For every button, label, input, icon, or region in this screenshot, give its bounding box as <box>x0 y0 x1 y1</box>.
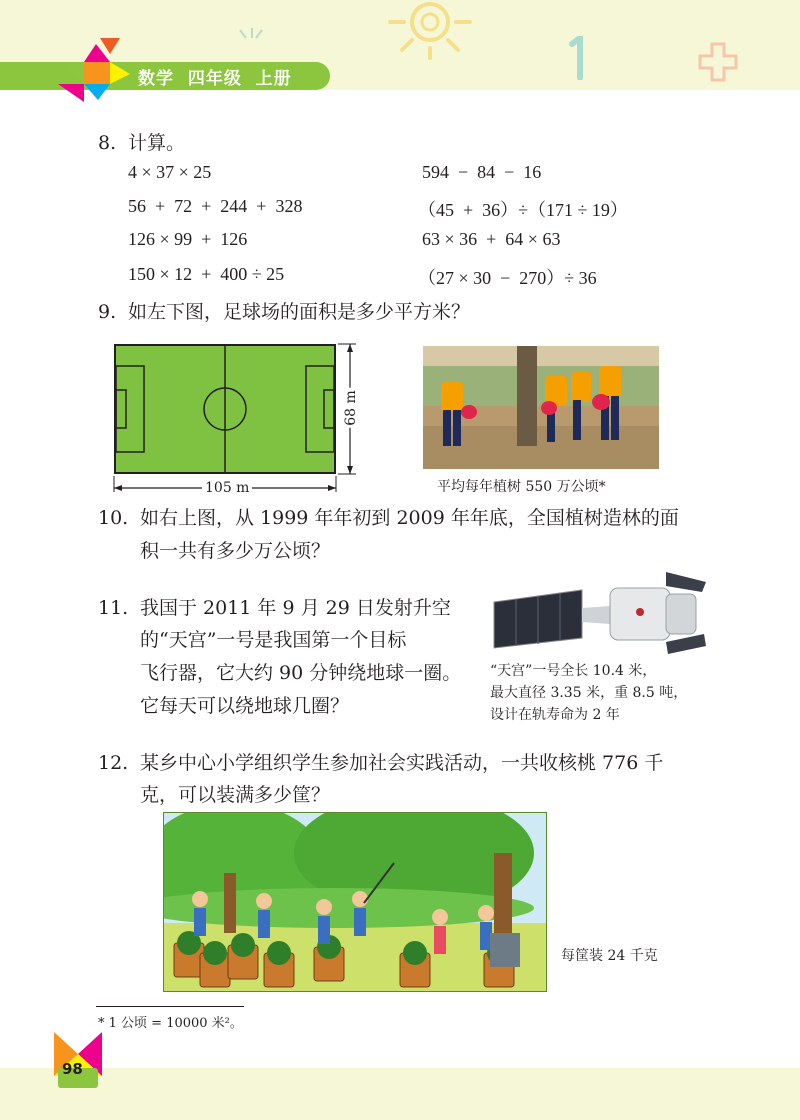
question-10-line-1: 如右上图，从 1999 年年初到 2009 年年底，全国植树造林的面 <box>140 507 679 529</box>
q8-expression-8: （27 × 30 − 270）÷ 36 <box>418 268 597 288</box>
page-header-title: 数学 四年级 上册 <box>138 69 292 89</box>
walnut-harvest-illustration <box>163 812 547 992</box>
tree-planting-illustration <box>423 346 659 469</box>
tiangong-caption-line-1: “天宫”一号全长 10.4 米， <box>490 663 657 679</box>
tiangong-caption-line-2: 最大直径 3.35 米，重 8.5 吨， <box>490 685 688 701</box>
question-11-line-4: 它每天可以绕地球几圈？ <box>140 695 350 717</box>
question-9-prompt: 如左下图，足球场的面积是多少平方米？ <box>128 301 471 323</box>
question-8-prompt: 计算。 <box>128 132 186 154</box>
footer-background <box>0 1068 800 1120</box>
question-12-line-2: 克，可以装满多少筐？ <box>140 784 331 806</box>
tree-photo-caption: 平均每年植树 550 万公顷* <box>437 479 606 495</box>
plus-decoration-icon <box>698 42 738 82</box>
q8-expression-4: 150 × 12 + 400 ÷ 25 <box>128 264 285 284</box>
page-number: 98 <box>62 1060 83 1078</box>
number-one-decoration-icon <box>568 36 588 80</box>
field-height-label: 68 m <box>342 390 359 426</box>
question-11-line-3: 飞行器，它大约 90 分钟绕地球一圈。 <box>140 662 462 684</box>
q8-expression-6: （45 + 36）÷（171 ÷ 19） <box>418 200 628 220</box>
footnote-text: * 1 公顷 = 10000 米²。 <box>98 1016 243 1031</box>
q8-expression-2: 56 + 72 + 244 + 328 <box>128 196 303 216</box>
question-9-number: 9. <box>98 301 117 323</box>
footnote-divider <box>96 1006 244 1007</box>
tiangong-spacecraft-image <box>490 568 712 656</box>
question-11-line-1: 我国于 2011 年 9 月 29 日发射升空 <box>140 597 451 619</box>
question-11-number: 11. <box>98 597 129 619</box>
question-12-number: 12. <box>98 752 129 774</box>
field-width-label: 105 m <box>202 480 252 496</box>
q8-expression-3: 126 × 99 + 126 <box>128 229 248 249</box>
walnut-harvest-drawing <box>164 813 547 992</box>
sun-decoration-icon <box>370 0 490 60</box>
q8-expression-7: 63 × 36 + 64 × 63 <box>422 229 561 249</box>
q8-expression-1: 4 × 37 × 25 <box>128 162 212 182</box>
q8-expression-5: 594 − 84 − 16 <box>422 162 542 182</box>
question-10-number: 10. <box>98 507 129 529</box>
question-12-line-1: 某乡中心小学组织学生参加社会实践活动，一共收核桃 776 千 <box>140 752 664 774</box>
question-11-line-2: 的“天宫”一号是我国第一个目标 <box>140 629 407 651</box>
sparkle-decoration-icon <box>236 26 266 50</box>
field-dimension-arrows <box>112 340 364 500</box>
tangram-logo-icon <box>44 38 136 104</box>
tree-planting-photo <box>423 346 659 469</box>
question-10-line-2: 积一共有多少万公顷？ <box>140 540 331 562</box>
basket-capacity-caption: 每筐装 24 千克 <box>561 948 658 964</box>
tiangong-caption-line-3: 设计在轨寿命为 2 年 <box>490 707 620 723</box>
question-8-number: 8. <box>98 132 117 154</box>
